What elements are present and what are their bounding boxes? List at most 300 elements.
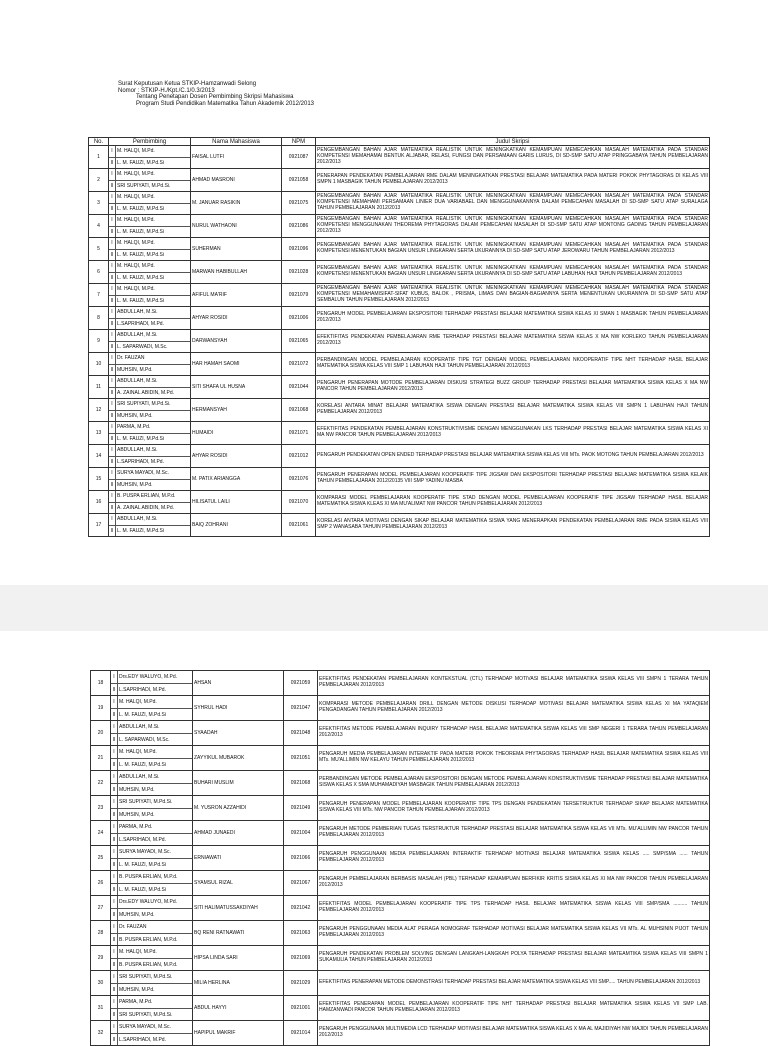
header-line-4: Program Studi Pendidikan Matematika Tahun Akademik 2012/2013 bbox=[136, 100, 314, 107]
row-number: 19 bbox=[91, 696, 111, 721]
table-row bbox=[91, 996, 710, 1021]
pembimbing-1-name: PARMA, M.Pd. bbox=[117, 424, 151, 430]
roman-ii: II bbox=[111, 1034, 118, 1046]
roman-i: I bbox=[111, 921, 118, 933]
thesis-title: KORELASI ANTARA MOTIVASI DENGAN SIKAP BELAJAR MATEMATIKA SISWA YANG MENERAPKAN PENDEKATAN PEMBELAJARAN RME PADA SISWA KELAS VIII SMP 2 WANASABA TAHUIN PEMBELAJARAN 2012/2013 bbox=[316, 514, 710, 537]
roman-ii: II bbox=[109, 227, 116, 238]
student-npm: 0921070 bbox=[282, 491, 316, 514]
pembimbing-1-name: M. HALQI, M.Pd. bbox=[119, 948, 157, 955]
pembimbing-1 bbox=[109, 261, 190, 272]
pembimbing-2 bbox=[111, 1033, 192, 1046]
pembimbing-1 bbox=[111, 921, 192, 933]
pembimbing-2-name: L. M. FAUZI, M.Pd.Si bbox=[117, 436, 164, 442]
pembimbing-1 bbox=[111, 721, 192, 733]
pembimbing-2-name: MUHSIN, M.Pd. bbox=[119, 786, 155, 793]
pembimbing-1-name: M. HALQI, M.Pd. bbox=[119, 748, 157, 755]
pembimbing-2-name: B. PUSPA ERLIAN, M.P.d. bbox=[119, 936, 178, 943]
pembimbing-1 bbox=[111, 796, 192, 808]
pembimbing-2-name: L. M. FAUZI, M.Pd.Si bbox=[117, 252, 164, 258]
student-npm: 0921063 bbox=[284, 921, 318, 946]
roman-ii: II bbox=[111, 934, 118, 946]
pembimbing-2-name: L.SAPRIHADI, M.Pd. bbox=[119, 1036, 166, 1043]
pembimbing-1-name: M. HALQI, M.Pd. bbox=[117, 194, 155, 200]
student-npm: 0921028 bbox=[282, 261, 316, 284]
thesis-title: PENERAPAN PENDEKATAN PEMBELAJARAN RME DALAM MENINGKATKAN PRESTASI BELAJAR MATEMATIKA PADA MATERI POKOK PHYTAGORAS DI KELAS VIII SMPN 1 MASBAGIK TAHUN PEMBELAJARAN 2012/2013 bbox=[316, 169, 710, 192]
pembimbing-cell bbox=[111, 746, 193, 771]
table-row bbox=[91, 821, 710, 846]
thesis-title: EFEKTIFITAS PENDEKATAN PEMBELAJARAN KONTEKSTUAL (CTL) TERHADAP MOTIVASI BELAJAR MATEMATIKA SISWA KELAS VIII SMPN 1 TERARA TAHUN PEMBELAJARAN 2012/2013 bbox=[318, 671, 710, 696]
pembimbing-1 bbox=[109, 422, 190, 433]
pembimbing-1-name: ABDULLAH, M.Si. bbox=[117, 516, 158, 522]
pembimbing-cell bbox=[111, 771, 193, 796]
pembimbing-2 bbox=[109, 525, 190, 537]
pembimbing-cell bbox=[109, 238, 191, 261]
pembimbing-1 bbox=[109, 307, 190, 318]
student-npm: 0921012 bbox=[282, 445, 316, 468]
table-row bbox=[91, 896, 710, 921]
student-name: HAPIPUL MAKRIF bbox=[193, 1021, 284, 1046]
student-npm: 0921058 bbox=[282, 169, 316, 192]
roman-ii: II bbox=[111, 834, 118, 846]
row-number: 32 bbox=[91, 1021, 111, 1046]
student-name: SUHERMAN bbox=[191, 238, 282, 261]
roman-ii: II bbox=[109, 158, 116, 169]
row-number: 6 bbox=[89, 261, 109, 284]
roman-i: I bbox=[109, 192, 116, 203]
pembimbing-1-name: M. HALQI, M.Pd. bbox=[117, 240, 155, 246]
pembimbing-cell bbox=[111, 846, 193, 871]
pembimbing-cell bbox=[109, 353, 191, 376]
pembimbing-cell bbox=[109, 514, 191, 537]
roman-i: I bbox=[109, 422, 116, 433]
table-row bbox=[89, 491, 710, 514]
pembimbing-1 bbox=[109, 238, 190, 249]
thesis-title: PENGEMBANGAN BAHAN AJAR MATEMATIKA REALISTIK UNTUK MENINGKATKAN KEMAMPUAN MEMECAHKAN MASALAH MATEMATIKA PADA STANDAR KOMPETENSI MEMAHAMISIFAT-SIFAT KUBUS, BALOK , PRISMA, LIMAS DAN BAGIAN-BAGIANNYA SERTA MENENTUKAN UKURANNYA DI SD-SMP SATU ATAP SEMBALUN TAHUN PEMBELAJARAN 2012/2013 bbox=[316, 284, 710, 307]
table-row bbox=[89, 422, 710, 445]
roman-i: I bbox=[111, 671, 118, 683]
student-name: BUHARI MUSLIM bbox=[193, 771, 284, 796]
thesis-title: PENGEMBANGAN BAHAN AJAR MATEMATIKA REALISTIK UNTUK MENINGKATKAN KEMAMPUAN MEMECAHKAN MASALAH MATEMATIKA PADA STANDAR KOMPETENSI MENENTUKAN BAGIAN UNSUR LINGKARAN SERTA UKURANNYA DI SD-SMP SATU ATAP LABUHAN HAJI TAHUN PEMBELAJARAN 2012/2013 bbox=[316, 261, 710, 284]
pembimbing-2-name: L.SAPRIHADI, M.Pd. bbox=[119, 686, 166, 693]
pembimbing-cell bbox=[109, 445, 191, 468]
roman-i: I bbox=[111, 971, 118, 983]
thesis-title: PENGEMBANGAN BAHAN AJAR MATEMATIKA REALISTIK UNTUK MENINGKATKAN KEMAMPUAN MEMECAHKAN MASALAH MATEMATIKA PADA STANDAR KOMPETENSI MEMAHAMAI BENTUK ALJABAR, RELASI, FUNGSI DAN PERSAMAAN GARIS LURUS, DI SD-SMP SATU ATAP PRINGGABAYA TAHUN PEMBELAJARAN 2012/2013 bbox=[316, 146, 710, 169]
table-row bbox=[91, 721, 710, 746]
pembimbing-2-name: L.SAPRIHADI, M.Pd. bbox=[117, 459, 164, 465]
roman-ii: II bbox=[109, 480, 116, 491]
thesis-title: PENGEMBANGAN BAHAN AJAR MATEMATIKA REALISTIK UNTUK MENINGKATKAN KEMAMPUAN MEMECAHKAN MASALAH MATEMATIKA PADA STANDAR KOMPETENSI MEMAHAMI PERSAMAAN LINIER DUA VARIABAEL DAN MENGGUNAKANNYA DALAM PEMECAHAN MASALAH DI SD-SMP SATU ATAP SURALAGA TAHUN PEMBELAJARAN 2012/2013 bbox=[316, 192, 710, 215]
pembimbing-1-name: M. HALQI, M.Pd. bbox=[117, 286, 155, 292]
student-npm: 0921079 bbox=[282, 284, 316, 307]
roman-ii: II bbox=[109, 204, 116, 215]
pembimbing-1 bbox=[109, 514, 190, 525]
row-number: 16 bbox=[89, 491, 109, 514]
table-row bbox=[91, 771, 710, 796]
pembimbing-1 bbox=[111, 1021, 192, 1033]
row-number: 7 bbox=[89, 284, 109, 307]
student-name: SITI SHAFA UL HUSNA bbox=[191, 376, 282, 399]
table-row bbox=[91, 1021, 710, 1046]
row-number: 21 bbox=[91, 746, 111, 771]
student-name: HAR HAMAH SAOMI bbox=[191, 353, 282, 376]
pembimbing-2-name: L. M. FAUZI, M.Pd.Si bbox=[119, 711, 166, 718]
pembimbing-1-name: B. PUSPA ERLIAN, M.P.d. bbox=[119, 873, 178, 880]
row-number: 8 bbox=[89, 307, 109, 330]
pembimbing-2 bbox=[111, 1008, 192, 1021]
pembimbing-1-name: SURYA MAYADI, M.Sc. bbox=[117, 470, 169, 476]
pembimbing-2 bbox=[111, 933, 192, 946]
pembimbing-cell bbox=[109, 468, 191, 491]
student-npm: 0921096 bbox=[282, 238, 316, 261]
pembimbing-1 bbox=[111, 971, 192, 983]
table-row bbox=[89, 307, 710, 330]
roman-i: I bbox=[111, 796, 118, 808]
pembimbing-cell bbox=[111, 671, 193, 696]
student-name: HIPSA LINDA SARI bbox=[193, 946, 284, 971]
thesis-title: EFEKTIFITAS PENERAPAN METODE DEMONSTRASI TERHADAP PRESTASI BELAJAR MATEMATIKA SISWA KELAS VIII SMP..... TAHUN PEMBELAJARAN 2012/2013 bbox=[318, 971, 710, 996]
pembimbing-2-name: SRI SUPIYATI, M.Pd.Si. bbox=[119, 1011, 173, 1018]
table-row bbox=[91, 696, 710, 721]
pembimbing-1 bbox=[109, 445, 190, 456]
pembimbing-2 bbox=[111, 758, 192, 771]
student-npm: 0921059 bbox=[284, 671, 318, 696]
row-number: 10 bbox=[89, 353, 109, 376]
student-name: AHYAR ROSIDI bbox=[191, 445, 282, 468]
pembimbing-1 bbox=[111, 821, 192, 833]
pembimbing-cell bbox=[111, 896, 193, 921]
pembimbing-2-name: L. M. FAUZI, M.Pd.Si bbox=[117, 275, 164, 281]
table-row bbox=[89, 468, 710, 491]
thesis-title: PENGARUH PENGGUNAAN MULTIMEDIA LCD TERHADAP MOTIVASI BELAJAR MATEMATIKA SISWA KELAS X MA AL MAJIDIYAH NW MAJIDI TAHUN PEMBELAJARAN 2012/2013 bbox=[318, 1021, 710, 1046]
pembimbing-1 bbox=[109, 353, 190, 364]
col-npm: NPM bbox=[282, 138, 316, 146]
thesis-title: KORELASI ANTARA MINAT BELAJAR MATEMATIKA SISWA DENGAN PRESTASI BELAJAR MATEMATIKA SISWA KELAS VIII SMPN 1 LABUHAN HAJI TAHUN PEMBELAJARAN 2012/2013 bbox=[316, 399, 710, 422]
table-row bbox=[91, 671, 710, 696]
roman-i: I bbox=[111, 821, 118, 833]
student-name: M. YUSRON AZZAHIDI bbox=[193, 796, 284, 821]
thesis-title: KOMPARASI MODEL PEMBELAJARAN KOOPERATIF TIPE STAD DENGAN MODEL PEMBELAJARAN KOOPERATIF TIPE JIGSAW TERHADAP HASIL BELAJAR MATEMATIKA SISWA KLEAS XI MA MU'ALIMAT NW PANCOR TAHUN PEMBELAJARAN 2012/2013 bbox=[316, 491, 710, 514]
student-npm: 0921066 bbox=[284, 846, 318, 871]
pembimbing-1-name: Dr. FAUZAN bbox=[119, 923, 147, 930]
thesis-title: PENGARUH PENERAPAN MODEL PEMBELAJARAN KOOPERATIF TIPE TPS DENGAN PENDEKATAN TERSETRUKTUR TERHADAP SIKAP BELAJAR MATEMATIKA SISWA KELAS VIII MTs. NW PANCOR TAHUN PEMBELAJARAN 2012/2013 bbox=[318, 796, 710, 821]
pembimbing-cell bbox=[109, 399, 191, 422]
pembimbing-2-name: L.SAPRIHADI, M.Pd. bbox=[117, 321, 164, 327]
student-npm: 0921069 bbox=[284, 946, 318, 971]
pembimbing-cell bbox=[109, 376, 191, 399]
pembimbing-2 bbox=[109, 502, 190, 514]
roman-i: I bbox=[109, 215, 116, 226]
row-number: 23 bbox=[91, 796, 111, 821]
pembimbing-2 bbox=[109, 479, 190, 491]
roman-ii: II bbox=[111, 784, 118, 796]
pembimbing-2-name: MUHSIN, M.Pd. bbox=[117, 367, 153, 373]
student-name: ERNIAWATI bbox=[193, 846, 284, 871]
roman-i: I bbox=[109, 238, 116, 249]
roman-ii: II bbox=[111, 959, 118, 971]
document-header bbox=[118, 81, 314, 107]
pembimbing-1 bbox=[109, 399, 190, 410]
row-number: 14 bbox=[89, 445, 109, 468]
roman-i: I bbox=[109, 284, 116, 295]
pembimbing-1-name: Drs.EDY WALUYO, M.Pd. bbox=[119, 898, 178, 905]
pembimbing-cell bbox=[109, 215, 191, 238]
roman-i: I bbox=[111, 746, 118, 758]
student-name: NURUL WATHAONI bbox=[191, 215, 282, 238]
roman-ii: II bbox=[109, 434, 116, 445]
row-number: 13 bbox=[89, 422, 109, 445]
student-npm: 0921086 bbox=[282, 215, 316, 238]
pembimbing-2-name: B. PUSPA ERLIAN, M.P.d. bbox=[119, 961, 178, 968]
pembimbing-1-name: ABDULLAH, M.Si. bbox=[117, 309, 158, 315]
pembimbing-cell bbox=[111, 971, 193, 996]
table-row bbox=[89, 146, 710, 169]
student-npm: 0921068 bbox=[282, 399, 316, 422]
pembimbing-cell bbox=[109, 422, 191, 445]
table-row bbox=[89, 192, 710, 215]
header-line-2: Nomor : STKIP-H./Kpt./C.1/0.3/2013 bbox=[118, 87, 215, 94]
pembimbing-1-name: ABDULLAH, M.Si. bbox=[117, 447, 158, 453]
pembimbing-1 bbox=[109, 215, 190, 226]
pembimbing-2 bbox=[111, 808, 192, 821]
roman-ii: II bbox=[109, 250, 116, 261]
thesis-title: EFEKTIFITAS METODE PEMBELAJARAN INQUIRY TERHADAP HASIL BELAJAR MATEMATIKA SISWA KELAS VIII SMP NEGERI 1 TERARA TAHUN PEMBELAJARAN 2012/2013 bbox=[318, 721, 710, 746]
pembimbing-1-name: Drs.EDY WALUYO, M.Pd. bbox=[119, 673, 178, 680]
student-name: AHMAD JUNAEDI bbox=[193, 821, 284, 846]
roman-ii: II bbox=[111, 909, 118, 921]
pembimbing-cell bbox=[109, 330, 191, 353]
roman-ii: II bbox=[111, 734, 118, 746]
pembimbing-cell bbox=[111, 721, 193, 746]
pembimbing-1-name: B. PUSPA ERLIAN, M.P.d. bbox=[117, 493, 176, 499]
pembimbing-2-name: L. SAPARWADI, M.Sc. bbox=[119, 736, 170, 743]
pembimbing-cell bbox=[109, 307, 191, 330]
pembimbing-1 bbox=[109, 468, 190, 479]
pembimbing-2 bbox=[109, 226, 190, 238]
roman-i: I bbox=[109, 445, 116, 456]
pembimbing-1 bbox=[109, 284, 190, 295]
pembimbing-2 bbox=[111, 908, 192, 921]
table-row bbox=[91, 846, 710, 871]
student-npm: 0921067 bbox=[284, 871, 318, 896]
pembimbing-cell bbox=[109, 192, 191, 215]
student-npm: 0921042 bbox=[284, 896, 318, 921]
pembimbing-1-name: M. HALQI, M.Pd. bbox=[117, 148, 155, 154]
student-npm: 0921075 bbox=[282, 192, 316, 215]
row-number: 17 bbox=[89, 514, 109, 537]
student-npm: 0921047 bbox=[284, 696, 318, 721]
row-number: 20 bbox=[91, 721, 111, 746]
student-npm: 0921076 bbox=[282, 468, 316, 491]
roman-ii: II bbox=[109, 181, 116, 192]
thesis-title: PENGARUH MEDIA PEMBELAJARAN INTERAKTIF PADA MATERI POKOK THEOREMA PHYTAGORAS TERHADAP HASIL BELAJAR MATEMATIKA SISWA KELAS VIII MTs. MU'ALLIMIN NW KELAYU TAHUN PEMBELAJARAN 2012/2013 bbox=[318, 746, 710, 771]
roman-ii: II bbox=[111, 759, 118, 771]
pembimbing-cell bbox=[111, 1021, 193, 1046]
thesis-title: PENGARUH PENGGUNAAN MEDIA PEMBELAJARAN INTERAKTIF TERHADAP MOTIVASI BELAJAR MATEMATIKA SISWA KELAS ..... SMP/SMA ...... TAHUN PEMBELAJARAN 2012/2013 bbox=[318, 846, 710, 871]
roman-ii: II bbox=[109, 296, 116, 307]
pembimbing-1-name: SRI SUPIYATI, M.Pd.Si. bbox=[119, 973, 173, 980]
thesis-title: PERBANDINGAN METODE PEMBELAJARAN EKSPOSITORI DENGAN METODE PEMBELAJARAN KONSTRUKTIVISME TERHADAP PRESTASI BELAJAR MATEMATIKA SISWA KELAS X SMA MUHAMADIYAH MASBAGIK TAHUN PEMBELAJARAN 2012/2013 bbox=[318, 771, 710, 796]
roman-i: I bbox=[109, 330, 116, 341]
roman-i: I bbox=[109, 399, 116, 410]
student-npm: 0921049 bbox=[284, 796, 318, 821]
row-number: 27 bbox=[91, 896, 111, 921]
student-npm: 0921014 bbox=[284, 1021, 318, 1046]
pembimbing-1-name: SRI SUPIYATI, M.Pd.Si. bbox=[117, 401, 171, 407]
roman-i: I bbox=[109, 491, 116, 502]
pembimbing-1 bbox=[111, 746, 192, 758]
roman-i: I bbox=[111, 721, 118, 733]
pembimbing-1 bbox=[109, 169, 190, 180]
roman-i: I bbox=[111, 871, 118, 883]
col-pembimbing: Pembimbing bbox=[109, 138, 191, 146]
roman-i: I bbox=[109, 376, 116, 387]
page-gap bbox=[0, 585, 768, 631]
student-name: M. JANUAR RASIKIN bbox=[191, 192, 282, 215]
roman-ii: II bbox=[111, 884, 118, 896]
thesis-title: PENGARUH PENERAPAN MOTODE PEMBELAJARAN DISKUSI STRATEGI BUZZ GROUP TERHADAP PRESTASI BELAJAR MATEMATIKA SISWA KELAS X MA NW PANCOR TAHUN PEMBELAJARAN 2012/2013 bbox=[316, 376, 710, 399]
pembimbing-1 bbox=[111, 696, 192, 708]
roman-ii: II bbox=[109, 342, 116, 353]
row-number: 3 bbox=[89, 192, 109, 215]
student-npm: 0921087 bbox=[282, 146, 316, 169]
row-number: 2 bbox=[89, 169, 109, 192]
student-npm: 0921048 bbox=[284, 721, 318, 746]
thesis-title: PENGARUH PENERAPAN MODEL PEMBELAJARAN KOOPERATIF TIPE JIGSAW DAN EKSPOSITORI TERHADAP PRESTASI BELAJAR MATEMATIKA SISWA KELAIK TAHUN PEMBELAJARAN 2012/20135 VIII SMP YADINU MASBA bbox=[316, 468, 710, 491]
pembimbing-cell bbox=[111, 946, 193, 971]
roman-i: I bbox=[111, 1021, 118, 1033]
student-name: AFIFUL MA'RIF bbox=[191, 284, 282, 307]
student-name: ABDUL HAYYI bbox=[193, 996, 284, 1021]
student-name: BAIQ ZOHRANI bbox=[191, 514, 282, 537]
pembimbing-1 bbox=[111, 671, 192, 683]
row-number: 24 bbox=[91, 821, 111, 846]
student-npm: 0921072 bbox=[282, 353, 316, 376]
row-number: 22 bbox=[91, 771, 111, 796]
roman-ii: II bbox=[111, 684, 118, 696]
table-row bbox=[91, 746, 710, 771]
roman-ii: II bbox=[111, 1009, 118, 1021]
pembimbing-2 bbox=[109, 364, 190, 376]
roman-ii: II bbox=[109, 526, 116, 537]
student-name: AHSAN bbox=[193, 671, 284, 696]
student-name: MILIA HERLINA bbox=[193, 971, 284, 996]
table-header-row bbox=[89, 138, 710, 146]
thesis-title: PENGARUH PENDEKATAN OPEN ENDED TERHADAP PRESTASI BELAJAR MATEMATIKA SISWA KELAS VIII MTs. PAOK MOTONG TAHUN PEMBELAJARAN 2012/2013 bbox=[316, 445, 710, 468]
thesis-title: PENGARUH MODEL PEMBELAJARAN EKSPOSITORI TERHADAP PRESTASI BELAJAR MATEMATIKA SISWA KELAS XI SMAN 1 MASBAGIK TAHUN PEMBELAJARAN 2012/2013 bbox=[316, 307, 710, 330]
row-number: 12 bbox=[89, 399, 109, 422]
student-name: SYHRUL HADI bbox=[193, 696, 284, 721]
roman-i: I bbox=[111, 846, 118, 858]
thesis-title: PENGARUH PENDEKATAN PROBLEM SOLVING DENGAN LANGKAH-LANGKAH POLYA TERHADAP PRESTASI BELAJAR MATEAMTIKA SISWA KELAS VIII SMPN 1 SUKAMULIA TAHUN PEMBELAJARAN 2012/2013 bbox=[318, 946, 710, 971]
student-npm: 0921004 bbox=[284, 821, 318, 846]
roman-i: I bbox=[111, 946, 118, 958]
thesis-title: PENGEMBANGAN BAHAN AJAR MATEMATIKA REALISTIK UNTUK MENINGKATKAN KEMAMPUAN MEMECAHKAN MASALAH MATEMATIKA PADA STANDAR KOMPETENSI MENGGUNAKAN THEOREMA PHYTAGORAS DALAM PEMECAHAN MASALAH DI SD-SMP SATU ATAP MONTONG GADING TAHUN PEMBELAJARAN 2012/2013 bbox=[316, 215, 710, 238]
roman-i: I bbox=[109, 169, 116, 180]
student-name: SYAMSUL RIZAL bbox=[193, 871, 284, 896]
table-row bbox=[89, 330, 710, 353]
pembimbing-1 bbox=[111, 896, 192, 908]
student-npm: 0921051 bbox=[284, 746, 318, 771]
pembimbing-cell bbox=[111, 821, 193, 846]
row-number: 18 bbox=[91, 671, 111, 696]
pembimbing-2-name: L. M. FAUZI, M.Pd.Si bbox=[117, 528, 164, 534]
pembimbing-2 bbox=[109, 249, 190, 261]
thesis-title: EFEKTIFITAS PENDEKATAN PEMBELAJARAN RME TERHADAP PRESTASI BELAJAR MATEMATIKA SISWA KELAS X MA NW KORLEKO TAHUN PEMBELAJARAN 2012/2013 bbox=[316, 330, 710, 353]
roman-i: I bbox=[109, 261, 116, 272]
row-number: 15 bbox=[89, 468, 109, 491]
pembimbing-1 bbox=[111, 996, 192, 1008]
pembimbing-cell bbox=[111, 921, 193, 946]
pembimbing-2 bbox=[109, 318, 190, 330]
roman-ii: II bbox=[109, 457, 116, 468]
roman-ii: II bbox=[111, 984, 118, 996]
student-name: FAISAL LUTFI bbox=[191, 146, 282, 169]
student-npm: 0921029 bbox=[284, 971, 318, 996]
pembimbing-2 bbox=[109, 410, 190, 422]
pembimbing-1 bbox=[109, 146, 190, 157]
roman-ii: II bbox=[109, 411, 116, 422]
pembimbing-1-name: SRI SUPIYATI, M.Pd.Si. bbox=[119, 798, 173, 805]
student-npm: 0921006 bbox=[282, 307, 316, 330]
row-number: 30 bbox=[91, 971, 111, 996]
roman-ii: II bbox=[111, 709, 118, 721]
student-npm: 0921068 bbox=[284, 771, 318, 796]
student-name: HUMAIDI bbox=[191, 422, 282, 445]
table-row bbox=[89, 261, 710, 284]
pembimbing-cell bbox=[109, 146, 191, 169]
pembimbing-2 bbox=[111, 858, 192, 871]
pembimbing-cell bbox=[109, 284, 191, 307]
thesis-title: KOMPARASI METODE PEMBELAJARAN DRILL DENGAN METODE DISKUSI TERHADAP MOTIVASI BELAJAR MATEMATIKA SISWA KELAS XI MA YATAQIEM PENGADANGAN TAHUN PEMBELAJARAN 2012/2013 bbox=[318, 696, 710, 721]
roman-ii: II bbox=[111, 809, 118, 821]
pembimbing-1 bbox=[111, 771, 192, 783]
row-number: 26 bbox=[91, 871, 111, 896]
pembimbing-2-name: SRI SUPIYATI, M.Pd.Si. bbox=[117, 183, 171, 189]
student-name: SITI HALIMATUSSAKDIYAH bbox=[193, 896, 284, 921]
roman-ii: II bbox=[111, 859, 118, 871]
roman-i: I bbox=[111, 896, 118, 908]
student-name: ZAYYIKUL MUBAROK bbox=[193, 746, 284, 771]
pembimbing-1-name: M. HALQI, M.Pd. bbox=[117, 217, 155, 223]
pembimbing-2-name: L. M. FAUZI, M.Pd.Si bbox=[117, 160, 164, 166]
roman-i: I bbox=[109, 468, 116, 479]
table-row bbox=[89, 445, 710, 468]
pembimbing-2-name: A. ZAINAL ABIDIN, M.Pd. bbox=[117, 505, 175, 511]
pembimbing-2 bbox=[109, 203, 190, 215]
pembimbing-2-name: MUHSIN, M.Pd. bbox=[119, 811, 155, 818]
pembimbing-2-name: MUHSIN, M.Pd. bbox=[117, 413, 153, 419]
pembimbing-2 bbox=[109, 295, 190, 307]
pembimbing-2 bbox=[111, 708, 192, 721]
roman-i: I bbox=[109, 307, 116, 318]
pembimbing-2 bbox=[109, 456, 190, 468]
student-name: HILISATUL LAILI bbox=[191, 491, 282, 514]
roman-ii: II bbox=[109, 388, 116, 399]
pembimbing-1-name: ABDULLAH, M.Si. bbox=[119, 723, 160, 730]
thesis-title: EFEKTIFITAS MODEL PEMBELAJARAN KOOPERATIF TIPE TPS TERHADAP HASIL BELAJAR MATEMATIKA SISWA KELAS VIII SMP/SMA .......... TAHUN PEMBELAJARAN 2012/2013 bbox=[318, 896, 710, 921]
pembimbing-2-name: L. M. FAUZI, M.Pd.Si bbox=[119, 886, 166, 893]
student-name: SYAADAH bbox=[193, 721, 284, 746]
roman-ii: II bbox=[109, 503, 116, 514]
pembimbing-1-name: ABDULLAH, M.Si. bbox=[117, 332, 158, 338]
table-row bbox=[91, 871, 710, 896]
table-row bbox=[89, 376, 710, 399]
roman-i: I bbox=[111, 771, 118, 783]
table-row bbox=[89, 399, 710, 422]
pembimbing-1-name: PARMA, M.Pd. bbox=[119, 998, 153, 1005]
pembimbing-1 bbox=[111, 946, 192, 958]
pembimbing-2 bbox=[109, 433, 190, 445]
